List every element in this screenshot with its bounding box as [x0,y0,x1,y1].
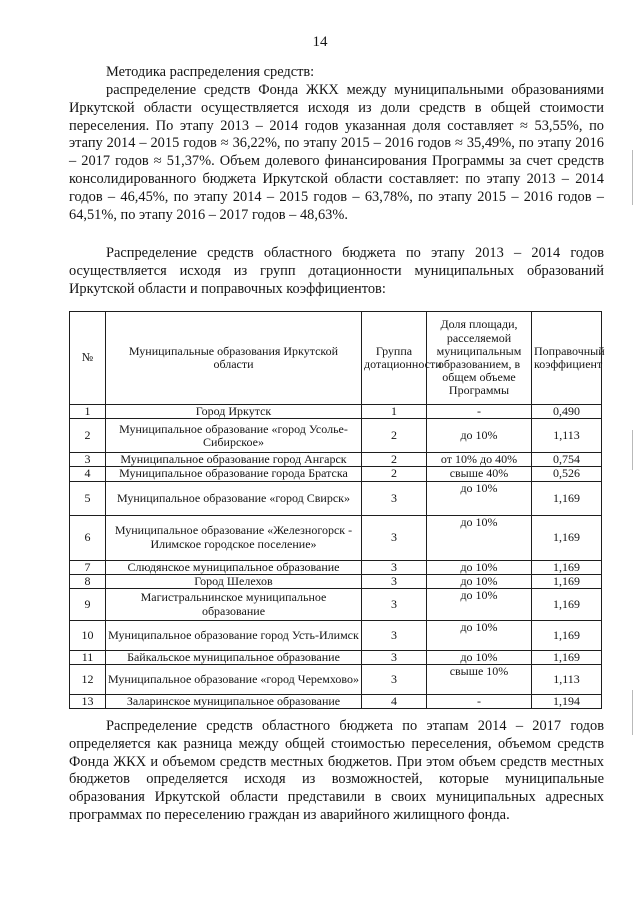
final-paragraph: Распределение средств областного бюджета по этапам 2014 – 2017 годов определяется как разница между общей стоимостью переселения, объемом средств Фонда ЖКХ и объемом средств местных бюджетов. При этом объем средств местных бюджетов определяется исходя из возможностей, которые муниципальные образования Иркутской области представили в своих муниципальных адресных программах по переселению граждан из аварийного жилищного фонда. [69,718,604,823]
table-row [70,589,602,621]
row-coefficient: 1,169 [532,481,602,515]
row-coefficient: 1,169 [532,515,602,560]
row-group: 2 [362,467,427,481]
row-share: от 10% до 40% [427,453,532,467]
distribution-paragraph: распределение средств Фонда ЖКХ между муниципальными образованиями Иркутской области осуществляется исходя из доли средств в общей стоимости переселения. По этапу 2013 – 2014 годов указанная доля составляет ≈ 53,55%, по этапу 2014 – 2015 годов ≈ 36,22%, по этапу 2015 – 2016 годов ≈ 35,49%, по этапу 2016 – 2017 годов ≈ 51,37%. Объем долевого финансирования Программы за счет средств консолидированного бюджета Иркутской области составляет: по этапу 2013 – 2014 годов – 46,45%, по этапу 2014 – 2015 годов – 63,78%, по этапу 2015 – 2016 годов – 64,51%, по этапу 2016 – 2017 годов – 48,63%. [69,82,604,223]
row-share: до 10% [427,560,532,574]
row-coefficient: 0,526 [532,467,602,481]
row-num: 6 [70,515,106,560]
row-share: до 10% [427,515,532,560]
row-coefficient: 1,169 [532,589,602,621]
table-row [70,665,602,695]
header-share: Доля площади, расселяемой муниципальным образованием, в общем объеме Программы [427,312,532,405]
row-municipality: Муниципальное образование город Усть-Илимск [106,621,362,651]
row-municipality: Муниципальное образование города Братска [106,467,362,481]
scan-edge-mark [632,150,633,205]
row-municipality: Слюдянское муниципальное образование [106,560,362,574]
method-title: Методика распределения средств: [106,64,315,80]
allocation-table [69,311,605,709]
row-group: 3 [362,481,427,515]
row-municipality: Город Шелехов [106,574,362,588]
row-num: 2 [70,419,106,453]
row-coefficient: 1,169 [532,574,602,588]
row-municipality: Муниципальное образование «Железногорск - Илимское городское поселение» [106,515,362,560]
row-coefficient: 1,194 [532,695,602,709]
header-num: № [70,312,106,405]
row-municipality: Город Иркутск [106,405,362,419]
row-municipality: Муниципальное образование «город Свирск» [106,481,362,515]
row-share: до 10% [427,621,532,651]
table-header-row [70,312,602,405]
row-coefficient: 1,169 [532,560,602,574]
table-row [70,515,602,560]
row-group: 1 [362,405,427,419]
row-municipality: Муниципальное образование «город Черемхово» [106,665,362,695]
table-row [70,695,602,709]
row-num: 3 [70,453,106,467]
row-group: 3 [362,515,427,560]
row-coefficient: 1,113 [532,419,602,453]
regional-budget-paragraph: Распределение средств областного бюджета по этапу 2013 – 2014 годов осуществляется исходя из групп дотационности муниципальных образований Иркутской области и поправочных коэффициентов: [69,245,604,297]
row-num: 10 [70,621,106,651]
row-num: 9 [70,589,106,621]
row-group: 2 [362,453,427,467]
row-share: до 10% [427,419,532,453]
row-municipality: Муниципальное образование город Ангарск [106,453,362,467]
row-share: свыше 10% [427,665,532,695]
row-group: 3 [362,621,427,651]
row-group: 3 [362,560,427,574]
row-group: 2 [362,419,427,453]
scan-edge-mark [632,690,633,735]
row-coefficient: 1,113 [532,665,602,695]
row-num: 1 [70,405,106,419]
row-num: 12 [70,665,106,695]
table-row [70,621,602,651]
row-num: 7 [70,560,106,574]
row-group: 3 [362,589,427,621]
header-group: Группа дотационности [362,312,427,405]
row-municipality: Муниципальное образование «город Усолье-Сибирское» [106,419,362,453]
row-group: 3 [362,651,427,665]
table-row [70,467,602,481]
table-row [70,574,602,588]
row-num: 11 [70,651,106,665]
table-row [70,453,602,467]
table-row [70,405,602,419]
row-share: до 10% [427,651,532,665]
page-number: 14 [312,34,328,50]
row-group: 3 [362,574,427,588]
header-municipality: Муниципальные образования Иркутской области [106,312,362,405]
row-group: 3 [362,665,427,695]
row-num: 4 [70,467,106,481]
row-share: - [427,405,532,419]
table-row [70,419,602,453]
row-share: до 10% [427,574,532,588]
row-share: до 10% [427,481,532,515]
table-row [70,651,602,665]
row-municipality: Байкальское муниципальное образование [106,651,362,665]
row-coefficient: 1,169 [532,621,602,651]
row-coefficient: 0,490 [532,405,602,419]
row-num: 5 [70,481,106,515]
scan-edge-mark [632,430,633,470]
row-coefficient: 0,754 [532,453,602,467]
table-row [70,560,602,574]
row-coefficient: 1,169 [532,651,602,665]
row-num: 13 [70,695,106,709]
row-share: - [427,695,532,709]
row-group: 4 [362,695,427,709]
row-num: 8 [70,574,106,588]
row-share: свыше 40% [427,467,532,481]
row-share: до 10% [427,589,532,621]
row-municipality: Заларинское муниципальное образование [106,695,362,709]
header-coefficient: Поправочный коэффициент [532,312,602,405]
row-municipality: Магистральнинское муниципальное образование [106,589,362,621]
table-row [70,481,602,515]
